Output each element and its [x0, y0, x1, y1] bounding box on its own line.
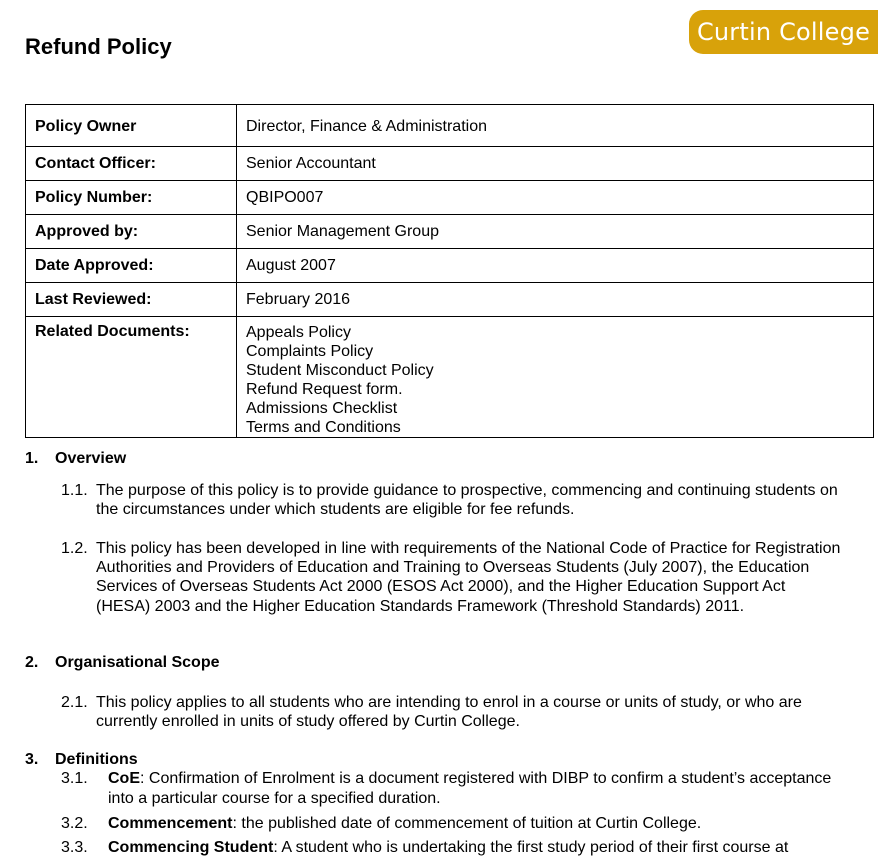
policy-owner-value: Director, Finance & Administration	[237, 105, 874, 147]
definition-body	[108, 769, 841, 808]
paragraph-1-1	[61, 481, 841, 519]
definition-term: CoE	[108, 770, 140, 787]
definition-term: Commencement	[108, 815, 233, 832]
date-approved-value: August 2007	[237, 249, 874, 283]
paragraph-number: 2.1.	[61, 694, 88, 711]
related-document-item: Terms and Conditions	[246, 419, 401, 436]
related-document-item: Refund Request form.	[246, 381, 403, 398]
definition-number: 3.1.	[61, 770, 88, 787]
paragraph-text: This policy has been developed in line with requirements of the National Code of Practice for Registration Authorities and Providers of Education and Training to Overseas Students (July 2007), the Education Services of Overseas Students Act 2000 (ESOS Act 2000), and the Higher Education Support Act (HESA) 2003 and the Higher Education Standards Framework (Threshold Standards) 2011.	[96, 540, 841, 615]
contact-officer-label: Contact Officer:	[26, 147, 237, 181]
table-row	[26, 105, 874, 147]
related-document-item: Student Misconduct Policy	[246, 362, 434, 379]
definition-number: 3.2.	[61, 815, 88, 832]
table-row	[26, 181, 874, 215]
definition-text: : Confirmation of Enrolment is a document registered with DIBP to confirm a student’s acceptance into a particular course for a specified duration.	[108, 770, 832, 807]
table-row	[26, 147, 874, 181]
related-document-item: Admissions Checklist	[246, 400, 398, 417]
section-number: 1.	[25, 450, 39, 467]
curtin-college-logo: Curtin College	[689, 10, 878, 54]
policy-number-value: QBIPO007	[237, 181, 874, 215]
section-number: 3.	[25, 751, 39, 768]
paragraph-2-1	[61, 693, 841, 731]
definition-text: : A student who is undertaking the first study period of their first course at	[273, 839, 789, 856]
definition-number: 3.3.	[61, 839, 88, 856]
policy-metadata-table	[25, 104, 874, 438]
section-title: Organisational Scope	[55, 654, 220, 671]
definition-3-3	[61, 838, 841, 858]
section-title: Definitions	[55, 751, 138, 768]
paragraph-1-2	[61, 539, 841, 616]
contact-officer-value: Senior Accountant	[237, 147, 874, 181]
definition-body	[108, 814, 841, 834]
last-reviewed-label: Last Reviewed:	[26, 283, 237, 317]
table-row	[26, 249, 874, 283]
related-documents-label: Related Documents:	[26, 317, 237, 438]
section-heading-overview	[25, 450, 126, 468]
paragraph-text: The purpose of this policy is to provide guidance to prospective, commencing and continuing students on the circumstances under which students are eligible for fee refunds.	[96, 482, 838, 519]
table-row	[26, 215, 874, 249]
definition-term: Commencing Student	[108, 839, 274, 856]
definition-3-1	[61, 769, 841, 808]
section-heading-organisational-scope	[25, 654, 219, 672]
related-documents-list	[237, 317, 874, 438]
policy-number-label: Policy Number:	[26, 181, 237, 215]
definition-text: : the published date of commencement of tuition at Curtin College.	[232, 815, 702, 832]
page-title: Refund Policy	[25, 34, 172, 59]
approved-by-value: Senior Management Group	[237, 215, 874, 249]
section-heading-definitions	[25, 751, 138, 769]
paragraph-text: This policy applies to all students who are intending to enrol in a course or units of study, or who are currently enrolled in units of study offered by Curtin College.	[96, 694, 802, 731]
related-document-item: Appeals Policy	[246, 324, 351, 341]
policy-owner-label: Policy Owner	[26, 105, 237, 147]
paragraph-number: 1.2.	[61, 540, 88, 557]
related-document-item: Complaints Policy	[246, 343, 374, 360]
date-approved-label: Date Approved:	[26, 249, 237, 283]
section-title: Overview	[55, 450, 127, 467]
definition-body	[108, 838, 841, 858]
section-number: 2.	[25, 654, 39, 671]
table-row	[26, 317, 874, 438]
paragraph-number: 1.1.	[61, 482, 88, 499]
approved-by-label: Approved by:	[26, 215, 237, 249]
table-row	[26, 283, 874, 317]
definition-3-2	[61, 814, 841, 834]
last-reviewed-value: February 2016	[237, 283, 874, 317]
